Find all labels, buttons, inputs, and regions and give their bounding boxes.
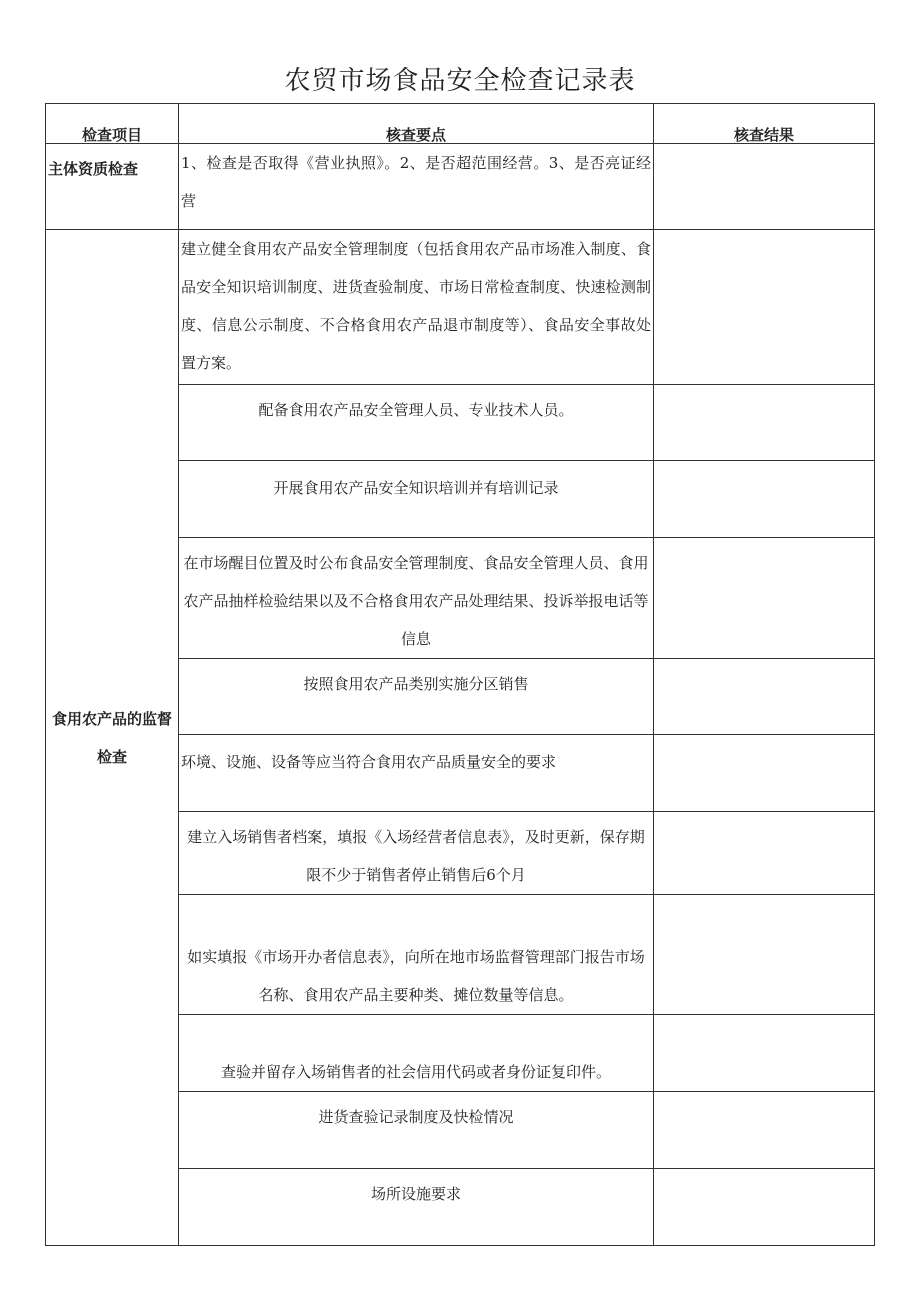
result-cell[interactable] [654, 385, 875, 461]
result-cell[interactable] [654, 144, 875, 230]
inspection-record-table [45, 103, 875, 1246]
page-title: 农贸市场食品安全检查记录表 [284, 66, 636, 96]
result-cell[interactable] [654, 1092, 875, 1169]
header-row [46, 104, 875, 144]
result-cell[interactable] [654, 538, 875, 659]
check-point: 建立健全食用农产品安全管理制度（包括食用农产品市场准入制度、食品安全知识培训制度、进货查验制度、市场日常检查制度、快速检测制度、信息公示制度、不合格食用农产品退市制度等）、食品安全事故处置方案。 [179, 230, 654, 385]
result-cell[interactable] [654, 812, 875, 895]
check-point: 1、检查是否取得《营业执照》。2、是否超范围经营。3、是否亮证经营 [179, 144, 654, 230]
check-point: 进货查验记录制度及快检情况 [179, 1092, 654, 1169]
category-supervision [46, 230, 179, 1246]
result-cell[interactable] [654, 735, 875, 812]
result-cell[interactable] [654, 659, 875, 735]
category-supervision-text: 食用农产品的监督检查 [51, 709, 172, 766]
table-row [46, 230, 875, 385]
table-row [46, 144, 875, 230]
check-point: 开展食用农产品安全知识培训并有培训记录 [179, 461, 654, 538]
result-cell[interactable] [654, 230, 875, 385]
header-result: 核查结果 [654, 104, 875, 144]
check-point: 按照食用农产品类别实施分区销售 [179, 659, 654, 735]
result-cell[interactable] [654, 1015, 875, 1092]
category-qualification: 主体资质检查 [46, 144, 179, 230]
check-point: 建立入场销售者档案，填报《入场经营者信息表》，及时更新，保存期限不少于销售者停止销售后6个月 [179, 812, 654, 895]
check-point: 在市场醒目位置及时公布食品安全管理制度、食品安全管理人员、食用农产品抽样检验结果以及不合格食用农产品处理结果、投诉举报电话等信息 [179, 538, 654, 659]
check-point: 环境、设施、设备等应当符合食用农产品质量安全的要求 [179, 735, 654, 812]
check-point: 配备食用农产品安全管理人员、专业技术人员。 [179, 385, 654, 461]
header-points: 核查要点 [179, 104, 654, 144]
result-cell[interactable] [654, 895, 875, 1015]
result-cell[interactable] [654, 461, 875, 538]
check-point: 如实填报《市场开办者信息表》，向所在地市场监督管理部门报告市场名称、食用农产品主要种类、摊位数量等信息。 [179, 895, 654, 1015]
header-item: 检查项目 [46, 104, 179, 144]
check-point: 查验并留存入场销售者的社会信用代码或者身份证复印件。 [179, 1015, 654, 1092]
check-point: 场所设施要求 [179, 1169, 654, 1246]
result-cell[interactable] [654, 1169, 875, 1246]
